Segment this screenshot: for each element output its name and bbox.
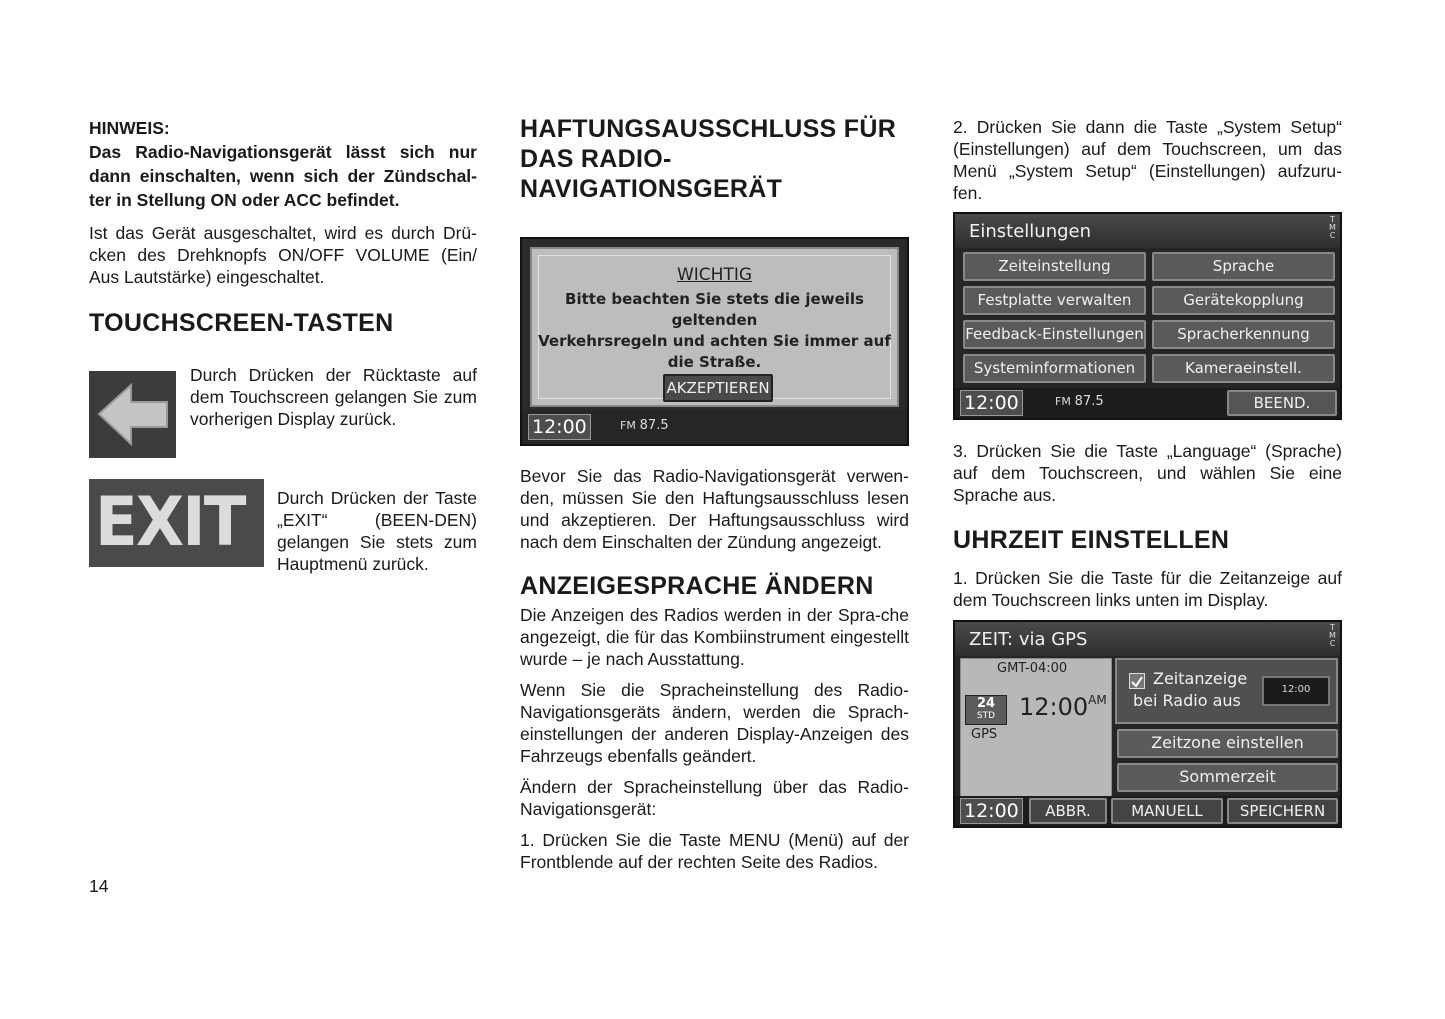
time-screen-title: ZEIT: via GPS <box>969 629 1088 650</box>
hour-format-unit: STD <box>976 711 996 721</box>
note-label: HINWEIS: <box>89 118 170 138</box>
set-timezone-button[interactable]: Zeitzone einstellen <box>1117 729 1338 758</box>
hour-format-badge[interactable] <box>965 695 1007 725</box>
middle-paragraph-3: Wenn Sie die Spracheinstellung des Radio-Navigationsgeräts ändern, werden die Sprach-einstellungen der anderen Display-Anzeigen des Fahrzeugs ebenfalls geändert. <box>520 680 909 766</box>
touchscreen-heading: TOUCHSCREEN-TASTEN <box>89 309 394 337</box>
note-line-3: ter in Stellung ON oder ACC befindet. <box>89 190 400 210</box>
note-line-2: dann einschalten, wenn sich der Zündschal- <box>89 166 477 186</box>
voice-recognition-button[interactable]: Spracherkennung <box>1152 320 1335 349</box>
time-source: GPS <box>971 727 998 742</box>
accept-button[interactable]: AKZEPTIEREN <box>663 374 773 402</box>
system-info-button[interactable]: Systeminformationen <box>963 354 1146 383</box>
tmc-indicator: TMC <box>1329 623 1336 648</box>
time-status-bar <box>955 796 1340 826</box>
settings-screen <box>953 212 1342 420</box>
fm-label: FM <box>1055 395 1071 408</box>
clock-display-option[interactable] <box>1115 658 1338 724</box>
camera-settings-button[interactable]: Kameraeinstell. <box>1152 354 1335 383</box>
middle-paragraph-2: Die Anzeigen des Radios werden in der Spra-che angezeigt, die für das Kombiinstrument eingestellt wurde – je nach Ausstattung. <box>520 605 909 669</box>
fm-frequency: 87.5 <box>1074 394 1104 409</box>
disclaimer-line-3: Verkehrsregeln und achten Sie immer auf <box>538 332 891 350</box>
checkbox-label-1: Zeitanzeige <box>1153 669 1248 688</box>
daylight-saving-button[interactable]: Sommerzeit <box>1117 763 1338 792</box>
exit-button-text: Durch Drücken der Taste „EXIT“ (BEEN-DEN) gelangen Sie stets zum Hauptmenü zurück. <box>277 488 477 574</box>
cancel-button[interactable]: ABBR. <box>1029 798 1107 824</box>
am-pm: AM <box>1088 693 1107 707</box>
feedback-settings-button[interactable]: Feedback-Einstellungen <box>963 320 1146 349</box>
note-block <box>89 116 477 212</box>
save-button[interactable]: SPEICHERN <box>1227 798 1338 824</box>
disclaimer-heading-line-1: HAFTUNGSAUSSCHLUSS FÜR <box>520 115 897 143</box>
middle-paragraph-1: Bevor Sie das Radio-Navigationsgerät verwen-den, müssen Sie den Haftungsausschluss lesen und akzeptieren. Der Haftungsausschluss wird nach dem Einschalten der Zündung angezeigt. <box>520 466 909 552</box>
right-paragraph-2: 3. Drücken Sie die Taste „Language“ (Sprache) auf dem Touchscreen, und wählen Sie eine Sprache aus. <box>953 441 1342 505</box>
disclaimer-heading-line-3: NAVIGATIONSGERÄT <box>520 175 783 203</box>
settings-title: Einstellungen <box>969 221 1092 242</box>
hour-format-number: 24 <box>976 696 996 711</box>
fm-frequency: 87.5 <box>639 418 669 433</box>
checkbox-label-2: bei Radio aus <box>1133 691 1241 710</box>
exit-icon-label: EXIT <box>95 483 245 562</box>
time-info-panel <box>960 658 1112 797</box>
clock-button[interactable]: 12:00 <box>960 798 1023 824</box>
disclaimer-line-2: geltenden <box>671 311 758 329</box>
disclaimer-line-1: Bitte beachten Sie stets die jeweils <box>565 290 864 308</box>
middle-paragraph-5: 1. Drücken Sie die Taste MENU (Menü) auf der Frontblende auf der rechten Seite des Radios. <box>520 830 909 872</box>
note-line-1: Das Radio-Navigationsgerät lässt sich nur <box>89 142 477 162</box>
time-setting-button[interactable]: Zeiteinstellung <box>963 252 1146 281</box>
tmc-indicator: TMC <box>1329 215 1336 240</box>
fm-label: FM <box>620 419 636 432</box>
page-number: 14 <box>89 876 109 896</box>
timezone-label: GMT-04:00 <box>997 661 1068 676</box>
mini-clock-preview <box>1262 676 1330 706</box>
right-paragraph-3: 1. Drücken Sie die Taste für die Zeitanzeige auf dem Touchscreen links unten im Display. <box>953 568 1342 610</box>
clock-button[interactable]: 12:00 <box>960 390 1023 416</box>
time-title-bar <box>955 622 1340 656</box>
left-paragraph-1: Ist das Gerät ausgeschaltet, wird es durch Drü-cken des Drehknopfs ON/OFF VOLUME (Ein/ Aus Lautstärke) eingeschaltet. <box>89 223 477 287</box>
checkbox-icon[interactable] <box>1129 673 1145 689</box>
settings-title-bar <box>955 214 1340 248</box>
mini-clock-time: 12:00 <box>1281 684 1311 695</box>
disclaimer-title: WICHTIG <box>676 265 753 285</box>
settings-status-bar <box>955 388 1340 418</box>
time-screen <box>953 620 1342 828</box>
manual-button[interactable]: MANUELL <box>1111 798 1223 824</box>
language-heading: ANZEIGESPRACHE ÄNDERN <box>520 572 874 600</box>
end-button[interactable]: BEEND. <box>1227 390 1337 416</box>
clock-button[interactable]: 12:00 <box>528 414 591 440</box>
back-button-text: Durch Drücken der Rücktaste auf dem Touchscreen gelangen Sie zum vorherigen Display zurück. <box>190 365 477 429</box>
device-pairing-button[interactable]: Gerätekopplung <box>1152 286 1335 315</box>
disclaimer-status-bar <box>522 410 907 444</box>
disclaimer-heading-line-2: DAS RADIO- <box>520 145 672 173</box>
middle-paragraph-4: Ändern der Spracheinstellung über das Radio-Navigationsgerät: <box>520 777 909 819</box>
time-heading: UHRZEIT EINSTELLEN <box>953 526 1230 554</box>
language-button[interactable]: Sprache <box>1152 252 1335 281</box>
disclaimer-dialog <box>530 247 899 407</box>
right-paragraph-1: 2. Drücken Sie dann die Taste „System Setup“ (Einstellungen) auf dem Touchscreen, um das Menü „System Setup“ (Einstellungen) aufzuru-fen. <box>953 117 1342 203</box>
back-arrow-icon <box>89 371 176 458</box>
exit-icon <box>89 479 264 567</box>
hard-drive-button[interactable]: Festplatte verwalten <box>963 286 1146 315</box>
disclaimer-screen <box>520 237 909 446</box>
disclaimer-heading <box>520 114 896 204</box>
current-time: 12:00 <box>1019 693 1089 721</box>
disclaimer-line-4: die Straße. <box>667 353 762 371</box>
